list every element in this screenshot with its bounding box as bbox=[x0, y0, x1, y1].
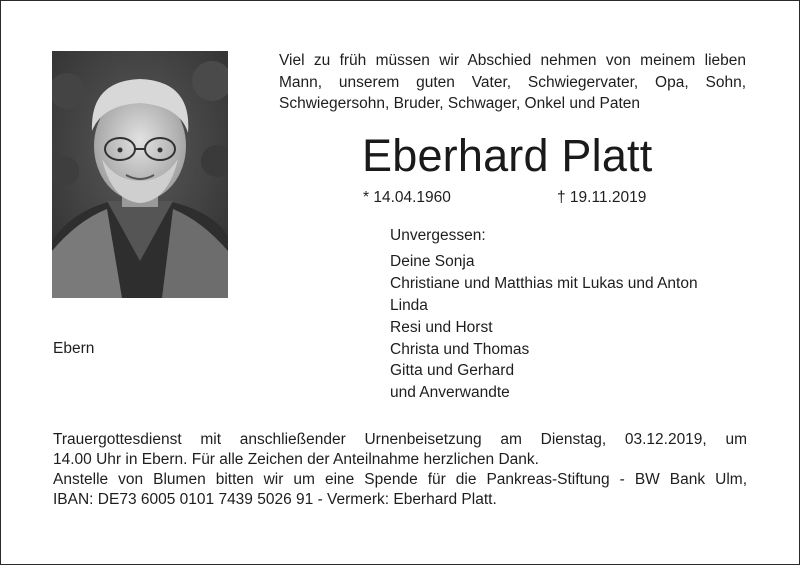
intro-line: Schwiegersohn, Bruder, Schwager, Onkel und Paten bbox=[279, 95, 641, 112]
location: Ebern bbox=[53, 340, 95, 357]
service-info bbox=[53, 430, 747, 510]
mourners-heading: Unvergessen: bbox=[390, 227, 486, 244]
donation-line: IBAN: DE73 6005 0101 7439 5026 91 - Vermerk: Eberhard Platt. bbox=[53, 491, 497, 508]
intro-line: Mann, unserem guten Vater, Schwiegervater, Opa, Sohn, bbox=[279, 73, 746, 91]
service-line: Trauergottesdienst mit anschließender Urnenbeisetzung am Dienstag, 03.12.2019, um bbox=[53, 431, 747, 448]
mourner-name: Gitta und Gerhard bbox=[390, 362, 515, 380]
intro-text bbox=[279, 50, 746, 115]
mourner-name: Deine Sonja bbox=[390, 252, 475, 270]
death-date: † 19.11.2019 bbox=[557, 189, 647, 206]
mourners-list bbox=[390, 225, 698, 404]
mourner-name: Linda bbox=[390, 296, 428, 314]
intro-line: Viel zu früh müssen wir Abschied nehmen von meinem lieben bbox=[279, 52, 746, 69]
mourner-name: Christa und Thomas bbox=[390, 340, 530, 358]
service-line: 14.00 Uhr in Ebern. Für alle Zeichen der Anteilnahme herzlichen Dank. bbox=[53, 451, 539, 468]
deceased-name: Eberhard Platt bbox=[362, 130, 653, 181]
mourner-name: Christiane und Matthias mit Lukas und Anton bbox=[390, 274, 698, 292]
birth-date: * 14.04.1960 bbox=[363, 189, 451, 206]
mourner-name: Resi und Horst bbox=[390, 318, 493, 336]
donation-line: Anstelle von Blumen bitten wir um eine Spende für die Pankreas-Stiftung - BW Bank Ulm, bbox=[53, 471, 747, 488]
portrait-photo bbox=[52, 51, 228, 298]
mourner-name: und Anverwandte bbox=[390, 384, 510, 402]
